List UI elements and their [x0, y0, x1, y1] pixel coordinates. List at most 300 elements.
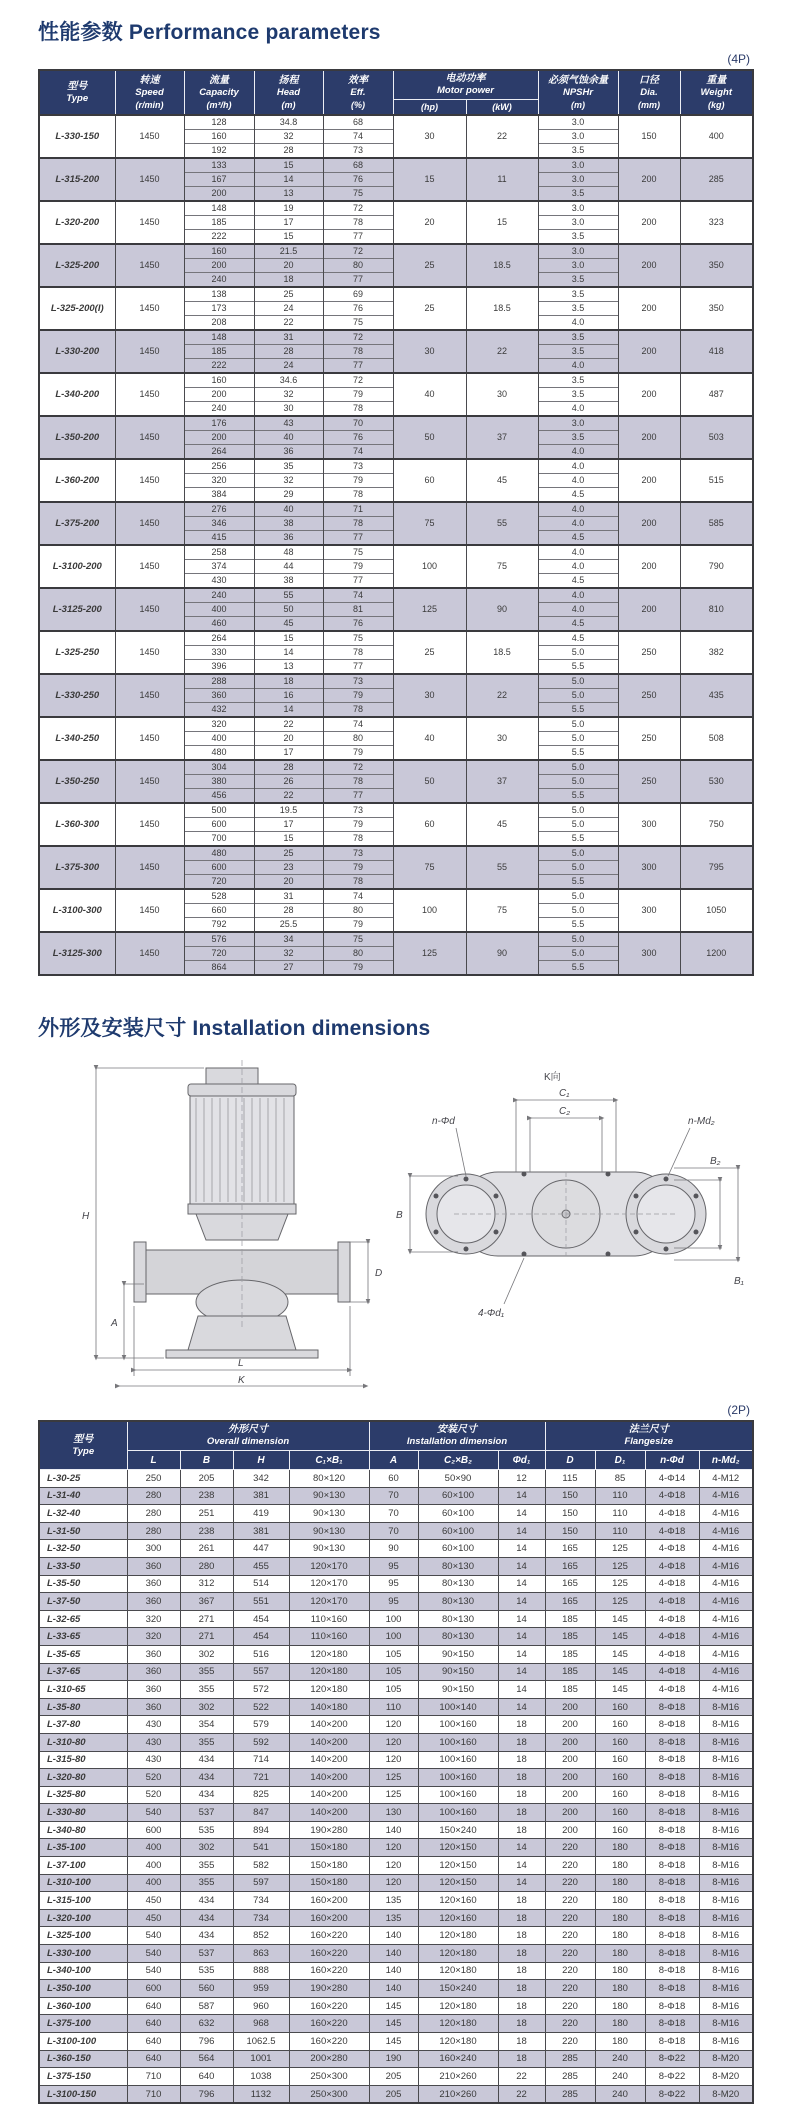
npshr-cell: 4.0 [538, 445, 618, 460]
dim-label-d: D [375, 1268, 383, 1279]
capacity-cell: 256 [184, 459, 254, 474]
dim-cell: 140×200 [289, 1733, 369, 1751]
col2-nfd: n-Φd [645, 1451, 699, 1470]
npshr-cell: 3.0 [538, 416, 618, 431]
eff-cell: 74 [323, 445, 393, 460]
dim-cell: 238 [180, 1487, 233, 1505]
dia-cell: 250 [618, 717, 680, 760]
hp-cell: 30 [393, 330, 466, 373]
dimension-table-header [39, 1421, 753, 1470]
head-cell: 38 [254, 517, 323, 531]
dim-cell: 4-Φ18 [645, 1575, 699, 1593]
dim-row [39, 1681, 753, 1699]
dim-cell: 140×180 [289, 1698, 369, 1716]
speed-cell: 1450 [115, 158, 184, 201]
col-dia-en: Dia. [640, 86, 658, 98]
npshr-cell: 5.0 [538, 889, 618, 904]
dim-cell: 4-M16 [699, 1645, 753, 1663]
dim-cell: 640 [127, 2033, 180, 2051]
dim-cell: 105 [369, 1645, 418, 1663]
perf-row [39, 932, 753, 947]
npshr-cell: 4.0 [538, 474, 618, 488]
dim-cell: 150×180 [289, 1857, 369, 1875]
capacity-cell: 240 [184, 588, 254, 603]
dim-cell: 434 [180, 1909, 233, 1927]
dim-cell: 516 [233, 1645, 289, 1663]
dim-cell: 18 [498, 1751, 545, 1769]
eff-cell: 77 [323, 359, 393, 374]
eff-cell: 79 [323, 388, 393, 402]
dim-cell: 60×100 [418, 1487, 498, 1505]
dim-cell: 14 [498, 1628, 545, 1646]
speed-cell: 1450 [115, 803, 184, 846]
capacity-cell: 400 [184, 603, 254, 617]
dim-cell: 579 [233, 1716, 289, 1734]
dim-cell: 14 [498, 1857, 545, 1875]
perf-row [39, 889, 753, 904]
dim-cell: 8-Φ18 [645, 1892, 699, 1910]
capacity-cell: 160 [184, 373, 254, 388]
dim-cell: 90×130 [289, 1540, 369, 1558]
capacity-cell: 192 [184, 144, 254, 159]
dim-cell: 14 [498, 1874, 545, 1892]
npshr-cell: 5.0 [538, 760, 618, 775]
dim-cell: 145 [595, 1628, 645, 1646]
dim-cell: 160 [595, 1821, 645, 1839]
dim-row [39, 1593, 753, 1611]
head-cell: 22 [254, 717, 323, 732]
dim-cell: 4-M16 [699, 1540, 753, 1558]
type-cell: L-320-200 [39, 201, 115, 244]
col-eff-unit: (%) [351, 99, 365, 110]
eff-cell: 76 [323, 173, 393, 187]
dim-cell: 110×160 [289, 1628, 369, 1646]
npshr-cell: 5.0 [538, 803, 618, 818]
col-npshr-en: NPSHr [562, 86, 594, 98]
dim-cell: 261 [180, 1540, 233, 1558]
speed-cell: 1450 [115, 846, 184, 889]
dim-cell: 120×180 [418, 1945, 498, 1963]
dim-cell: 4-Φ18 [645, 1628, 699, 1646]
dim-row [39, 2015, 753, 2033]
col2-overall-en: Overall dimension [206, 1436, 290, 1447]
dim-cell: 8-M20 [699, 2085, 753, 2103]
dim-cell: 560 [180, 1980, 233, 1998]
dim-cell: 220 [545, 1857, 595, 1875]
eff-cell: 77 [323, 789, 393, 804]
kw-cell: 37 [466, 416, 538, 459]
dim-cell: 320 [127, 1610, 180, 1628]
dim-cell: 18 [498, 1980, 545, 1998]
npshr-cell: 5.0 [538, 861, 618, 875]
col-speed-unit: (r/min) [135, 99, 164, 110]
dim-cell: 8-Φ18 [645, 1716, 699, 1734]
kw-cell: 18.5 [466, 244, 538, 287]
perf-row [39, 201, 753, 216]
dim-cell: 180 [595, 1892, 645, 1910]
col2-fd1: Φd₁ [498, 1451, 545, 1470]
dim-cell: 18 [498, 1909, 545, 1927]
dim-cell: 180 [595, 1927, 645, 1945]
dim-row [39, 1522, 753, 1540]
col2-install-zh: 安装尺寸 [437, 1424, 477, 1435]
dim-cell: 8-Φ18 [645, 1821, 699, 1839]
head-cell: 48 [254, 545, 323, 560]
dim-cell: 100×160 [418, 1769, 498, 1787]
capacity-cell: 208 [184, 316, 254, 331]
weight-cell: 503 [680, 416, 753, 459]
dim-cell: 4-Φ18 [645, 1645, 699, 1663]
head-cell: 22 [254, 316, 323, 331]
capacity-cell: 330 [184, 646, 254, 660]
dim-row [39, 1892, 753, 1910]
dim-cell: 160 [595, 1716, 645, 1734]
perf-row [39, 545, 753, 560]
dim-cell: 960 [233, 1997, 289, 2015]
dim-cell: 18 [498, 1821, 545, 1839]
npshr-cell: 4.5 [538, 574, 618, 589]
npshr-cell: 5.5 [538, 832, 618, 847]
dia-cell: 200 [618, 244, 680, 287]
dim-row [39, 1610, 753, 1628]
eff-cell: 79 [323, 961, 393, 976]
dim-cell: 160×200 [289, 1892, 369, 1910]
type-cell: L-320-100 [39, 1909, 127, 1927]
eff-cell: 79 [323, 560, 393, 574]
dim-cell: 125 [369, 1769, 418, 1787]
dim-cell: 150×240 [418, 1980, 498, 1998]
dia-cell: 200 [618, 330, 680, 373]
dim-cell: 4-Φ18 [645, 1593, 699, 1611]
dim-cell: 1062.5 [233, 2033, 289, 2051]
npshr-cell: 3.5 [538, 287, 618, 302]
dim-cell: 50×90 [418, 1470, 498, 1488]
dim-cell: 4-Φ18 [645, 1540, 699, 1558]
dim-cell: 120×160 [418, 1909, 498, 1927]
eff-cell: 76 [323, 617, 393, 632]
dim-cell: 110 [595, 1522, 645, 1540]
dim-cell: 160 [595, 1804, 645, 1822]
dim-cell: 4-M16 [699, 1663, 753, 1681]
dim-cell: 140 [369, 1945, 418, 1963]
dim-cell: 600 [127, 1821, 180, 1839]
dim-cell: 14 [498, 1839, 545, 1857]
dim-cell: 888 [233, 1962, 289, 1980]
dim-cell: 120×150 [418, 1874, 498, 1892]
weight-cell: 350 [680, 287, 753, 330]
dim-cell: 220 [545, 1892, 595, 1910]
head-cell: 40 [254, 502, 323, 517]
dim-cell: 125 [595, 1575, 645, 1593]
dim-cell: 185 [545, 1628, 595, 1646]
head-cell: 44 [254, 560, 323, 574]
capacity-cell: 240 [184, 402, 254, 417]
dim-row [39, 1540, 753, 1558]
dia-cell: 300 [618, 889, 680, 932]
dim-cell: 18 [498, 2050, 545, 2068]
dim-cell: 8-Φ18 [645, 1945, 699, 1963]
dim-row [39, 1628, 753, 1646]
dim-cell: 120×170 [289, 1593, 369, 1611]
dim-cell: 185 [545, 1663, 595, 1681]
weight-cell: 810 [680, 588, 753, 631]
dim-cell: 110 [595, 1505, 645, 1523]
dim-row [39, 1716, 753, 1734]
head-cell: 18 [254, 674, 323, 689]
npshr-cell: 3.5 [538, 273, 618, 288]
eff-cell: 77 [323, 230, 393, 245]
dim-cell: 640 [127, 2015, 180, 2033]
dim-cell: 220 [545, 2033, 595, 2051]
capacity-cell: 720 [184, 875, 254, 890]
dim-cell: 8-M16 [699, 1909, 753, 1927]
dim-cell: 180 [595, 2015, 645, 2033]
capacity-cell: 576 [184, 932, 254, 947]
type-cell: L-35-65 [39, 1645, 127, 1663]
dim-cell: 796 [180, 2033, 233, 2051]
dim-cell: 18 [498, 2033, 545, 2051]
type-cell: L-35-80 [39, 1698, 127, 1716]
kw-cell: 37 [466, 760, 538, 803]
dim-cell: 220 [545, 1927, 595, 1945]
dim-label-4-fd1: 4-Φd₁ [478, 1308, 504, 1319]
dim-cell: 632 [180, 2015, 233, 2033]
dim-cell: 8-Φ22 [645, 2085, 699, 2103]
dim-cell: 190×280 [289, 1980, 369, 1998]
head-cell: 27 [254, 961, 323, 976]
dia-cell: 200 [618, 502, 680, 545]
dim-cell: 140 [369, 1962, 418, 1980]
head-cell: 18 [254, 273, 323, 288]
col-speed-en: Speed [135, 86, 164, 98]
dim-cell: 120×160 [418, 1892, 498, 1910]
dim-cell: 160 [595, 1786, 645, 1804]
type-cell: L-310-100 [39, 1874, 127, 1892]
dim-cell: 90×130 [289, 1487, 369, 1505]
dim-cell: 14 [498, 1575, 545, 1593]
hp-cell: 40 [393, 717, 466, 760]
dim-row [39, 1575, 753, 1593]
dim-cell: 160 [595, 1769, 645, 1787]
dim-cell: 145 [595, 1681, 645, 1699]
dim-cell: 14 [498, 1663, 545, 1681]
head-cell: 28 [254, 904, 323, 918]
col-dia [618, 70, 680, 115]
dim-cell: 60 [369, 1470, 418, 1488]
eff-cell: 68 [323, 115, 393, 130]
npshr-cell: 3.0 [538, 216, 618, 230]
eff-cell: 78 [323, 875, 393, 890]
perf-row [39, 760, 753, 775]
dim-cell: 8-M16 [699, 1857, 753, 1875]
col-eff [323, 70, 393, 115]
dim-cell: 734 [233, 1909, 289, 1927]
capacity-cell: 258 [184, 545, 254, 560]
capacity-cell: 396 [184, 660, 254, 675]
col-weight-en: Weight [700, 86, 732, 98]
dim-label-b2: B₂ [710, 1156, 721, 1167]
dim-cell: 514 [233, 1575, 289, 1593]
type-cell: L-320-80 [39, 1769, 127, 1787]
dim-cell: 95 [369, 1575, 418, 1593]
eff-cell: 68 [323, 158, 393, 173]
dim-cell: 8-M20 [699, 2068, 753, 2086]
capacity-cell: 720 [184, 947, 254, 961]
capacity-cell: 160 [184, 130, 254, 144]
dim-cell: 90×150 [418, 1645, 498, 1663]
hp-cell: 100 [393, 889, 466, 932]
weight-cell: 508 [680, 717, 753, 760]
head-cell: 25.5 [254, 918, 323, 933]
type-cell: L-3100-200 [39, 545, 115, 588]
type-cell: L-315-100 [39, 1892, 127, 1910]
type-cell: L-310-65 [39, 1681, 127, 1699]
hp-cell: 30 [393, 674, 466, 717]
hp-cell: 75 [393, 846, 466, 889]
dim-cell: 240 [595, 2068, 645, 2086]
perf-row [39, 459, 753, 474]
col2-flange-zh: 法兰尺寸 [628, 1424, 669, 1435]
dim-row [39, 1945, 753, 1963]
eff-cell: 78 [323, 345, 393, 359]
dim-cell: 80×120 [289, 1470, 369, 1488]
capacity-cell: 346 [184, 517, 254, 531]
dim-cell: 160×220 [289, 1997, 369, 2015]
dim-cell: 120 [369, 1857, 418, 1875]
speed-cell: 1450 [115, 717, 184, 760]
dim-row [39, 1839, 753, 1857]
col-weight-unit: (kg) [708, 99, 725, 110]
col-dia-unit: (mm) [638, 99, 660, 110]
eff-cell: 73 [323, 803, 393, 818]
kw-cell: 75 [466, 545, 538, 588]
dim-cell: 145 [595, 1610, 645, 1628]
kw-cell: 30 [466, 373, 538, 416]
eff-cell: 78 [323, 646, 393, 660]
eff-cell: 71 [323, 502, 393, 517]
dim-cell: 381 [233, 1487, 289, 1505]
dim-cell: 8-M16 [699, 1769, 753, 1787]
col2-c2b2: C₂×B₂ [418, 1451, 498, 1470]
dim-cell: 8-M20 [699, 2050, 753, 2068]
dim-cell: 522 [233, 1698, 289, 1716]
dim-label-h: H [82, 1211, 90, 1222]
capacity-cell: 128 [184, 115, 254, 130]
dim-cell: 150 [545, 1522, 595, 1540]
eff-cell: 74 [323, 889, 393, 904]
type-cell: L-37-65 [39, 1663, 127, 1681]
dim-cell: 120 [369, 1751, 418, 1769]
dim-cell: 100×160 [418, 1716, 498, 1734]
dim-cell: 205 [180, 1470, 233, 1488]
dim-cell: 120 [369, 1839, 418, 1857]
dim-cell: 360 [127, 1593, 180, 1611]
dim-cell: 100×160 [418, 1804, 498, 1822]
capacity-cell: 480 [184, 846, 254, 861]
dim-row [39, 1487, 753, 1505]
dim-cell: 18 [498, 1804, 545, 1822]
dim-cell: 120×180 [418, 1997, 498, 2015]
dim-cell: 150 [545, 1505, 595, 1523]
installation-diagram [38, 1054, 752, 1394]
dimension-table [38, 1420, 754, 2104]
npshr-cell: 5.0 [538, 646, 618, 660]
npshr-cell: 3.5 [538, 330, 618, 345]
dim-cell: 120×150 [418, 1857, 498, 1875]
type-cell: L-375-300 [39, 846, 115, 889]
hp-cell: 60 [393, 459, 466, 502]
eff-cell: 77 [323, 660, 393, 675]
dim-cell: 120×180 [289, 1663, 369, 1681]
type-cell: L-330-80 [39, 1804, 127, 1822]
dim-cell: 120×180 [418, 1962, 498, 1980]
col-type-zh: 型号 [67, 80, 88, 92]
capacity-cell: 200 [184, 431, 254, 445]
type-cell: L-31-50 [39, 1522, 127, 1540]
dim-cell: 18 [498, 1716, 545, 1734]
dim-cell: 540 [127, 1927, 180, 1945]
dim-cell: 14 [498, 1610, 545, 1628]
dim-row [39, 1786, 753, 1804]
dia-cell: 200 [618, 545, 680, 588]
dim-cell: 100×160 [418, 1733, 498, 1751]
dia-cell: 200 [618, 373, 680, 416]
dim-row [39, 1733, 753, 1751]
dim-cell: 250 [127, 1470, 180, 1488]
dim-cell: 80×130 [418, 1593, 498, 1611]
weight-cell: 750 [680, 803, 753, 846]
type-cell: L-375-200 [39, 502, 115, 545]
head-cell: 30 [254, 402, 323, 417]
eff-cell: 78 [323, 832, 393, 847]
type-cell: L-325-100 [39, 1927, 127, 1945]
kw-cell: 45 [466, 803, 538, 846]
col-head [254, 70, 323, 115]
col2-a: A [369, 1451, 418, 1470]
dim-cell: 360 [127, 1557, 180, 1575]
npshr-cell: 3.0 [538, 259, 618, 273]
dim-cell: 4-M16 [699, 1557, 753, 1575]
dim-cell: 540 [127, 1804, 180, 1822]
npshr-cell: 3.5 [538, 345, 618, 359]
dim-cell: 320 [127, 1628, 180, 1646]
dim-cell: 160 [595, 1733, 645, 1751]
col-type [39, 70, 115, 115]
head-cell: 28 [254, 345, 323, 359]
dim-cell: 160×220 [289, 1927, 369, 1945]
dim-cell: 145 [369, 2015, 418, 2033]
npshr-cell: 4.0 [538, 517, 618, 531]
head-cell: 17 [254, 818, 323, 832]
eff-cell: 74 [323, 130, 393, 144]
dim-cell: 140×200 [289, 1804, 369, 1822]
dim-cell: 200 [545, 1751, 595, 1769]
weight-cell: 350 [680, 244, 753, 287]
dim-cell: 302 [180, 1698, 233, 1716]
type-cell: L-340-100 [39, 1962, 127, 1980]
dim-cell: 419 [233, 1505, 289, 1523]
dim-cell: 8-M16 [699, 1698, 753, 1716]
dim-cell: 100×160 [418, 1751, 498, 1769]
weight-cell: 795 [680, 846, 753, 889]
npshr-cell: 4.0 [538, 588, 618, 603]
dim-cell: 434 [180, 1786, 233, 1804]
dim-cell: 120 [369, 1733, 418, 1751]
dim-cell: 4-M12 [699, 1470, 753, 1488]
weight-cell: 790 [680, 545, 753, 588]
dim-row [39, 1751, 753, 1769]
dim-cell: 140×200 [289, 1716, 369, 1734]
